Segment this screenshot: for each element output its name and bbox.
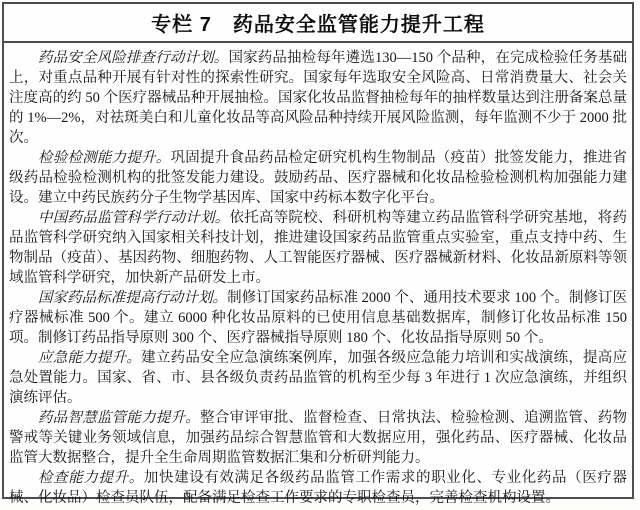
paragraph-text: 建立药品安全应急演练案例库，加强各级应急能力培训和实战演练，提高应急处置能力。国家、省、市、县各级负责药品监管的机构至少每 3 年进行 1 次应急演练，并组织演练评估。 [9, 350, 628, 406]
paragraph-text: 制修订国家药品标准 2000 个、通用技术要求 100 个。制修订医疗器械标准 500 个。建立 6000 种化妆品原料的已使用信息基础数据库，制修订化妆品标准 150 项。制修订药品指导原则 300 个、医疗器械指导原则 180 个、化妆品指导原则 50 个。 [9, 290, 628, 346]
column-box-body [4, 43, 632, 508]
paragraph-lead: 检验检测能力提升。 [38, 150, 171, 166]
paragraph-standards-improvement [9, 288, 627, 348]
paragraph-inspection-capability [9, 468, 627, 508]
paragraph-risk-screening [9, 48, 627, 148]
paragraph-smart-regulation [9, 408, 627, 468]
paragraph-lead: 药品智慧监管能力提升。 [38, 410, 201, 426]
paragraph-text: 国家药品抽检每年遴选130—150 个品种，在完成检验任务基础上，对重点品种开展有针对性的探索性研究。国家每年选取安全风险高、日常消费量大、社会关注度高的约 50 个医疗器械品种开展抽检。国家化妆品监督抽检每年的抽样数量达到注册备案总量的 1%—2%，对祛斑美白和儿童化妆品等高风险品种持续开展风险监测，每年监测不少于 2000 批次。 [9, 50, 628, 146]
column-box [2, 2, 634, 506]
paragraph-text: 巩固提升食品药品检定研究机构生物制品（疫苗）批签发能力，推进省级药品检验检测机构的批签发能力建设。鼓励药品、医疗器械和化妆品检验检测机构加强能力建设。建立中药民族药分子生物学基因库、国家中药标本数字化平台。 [9, 150, 627, 206]
paragraph-lead: 检查能力提升。 [38, 470, 144, 486]
paragraph-regulatory-science [9, 208, 627, 288]
column-box-header [4, 4, 632, 43]
paragraph-inspection-testing [9, 148, 627, 208]
paragraph-text: 整合审评审批、监督检查、日常执法、检验检测、追溯监管、药物警戒等关键业务领域信息，加强药品综合智慧监管和大数据应用，强化药品、医疗器械、化妆品监管大数据整合，提升全生命周期监管数据汇集和分析研判能力。 [9, 410, 628, 466]
paragraph-text: 依托高等院校、科研机构等建立药品监管科学研究基地，将药品监管科学研究纳入国家相关科技计划，推进建设国家药品监管重点实验室，重点支持中药、生物制品（疫苗）、基因药物、细胞药物、人工智能医疗器械、医疗器械新材料、化妆品新原料等领域监管科学研究，加快新产品研发上市。 [9, 210, 627, 286]
paragraph-lead: 药品安全风险排查行动计划。 [38, 50, 229, 66]
paragraph-text: 加快建设有效满足各级药品监管工作需求的职业化、专业化药品（医疗器械、化妆品）检查员队伍，配备满足检查工作要求的专职检查员，完善检查机构设置。 [9, 470, 628, 506]
page-title: 专栏 7 药品安全监管能力提升工程 [151, 14, 485, 36]
paragraph-lead: 国家药品标准提高行动计划。 [38, 290, 228, 306]
paragraph-emergency-capability [9, 348, 627, 408]
paragraph-lead: 应急能力提升。 [38, 350, 142, 366]
paragraph-lead: 中国药品监管科学行动计划。 [38, 210, 230, 226]
